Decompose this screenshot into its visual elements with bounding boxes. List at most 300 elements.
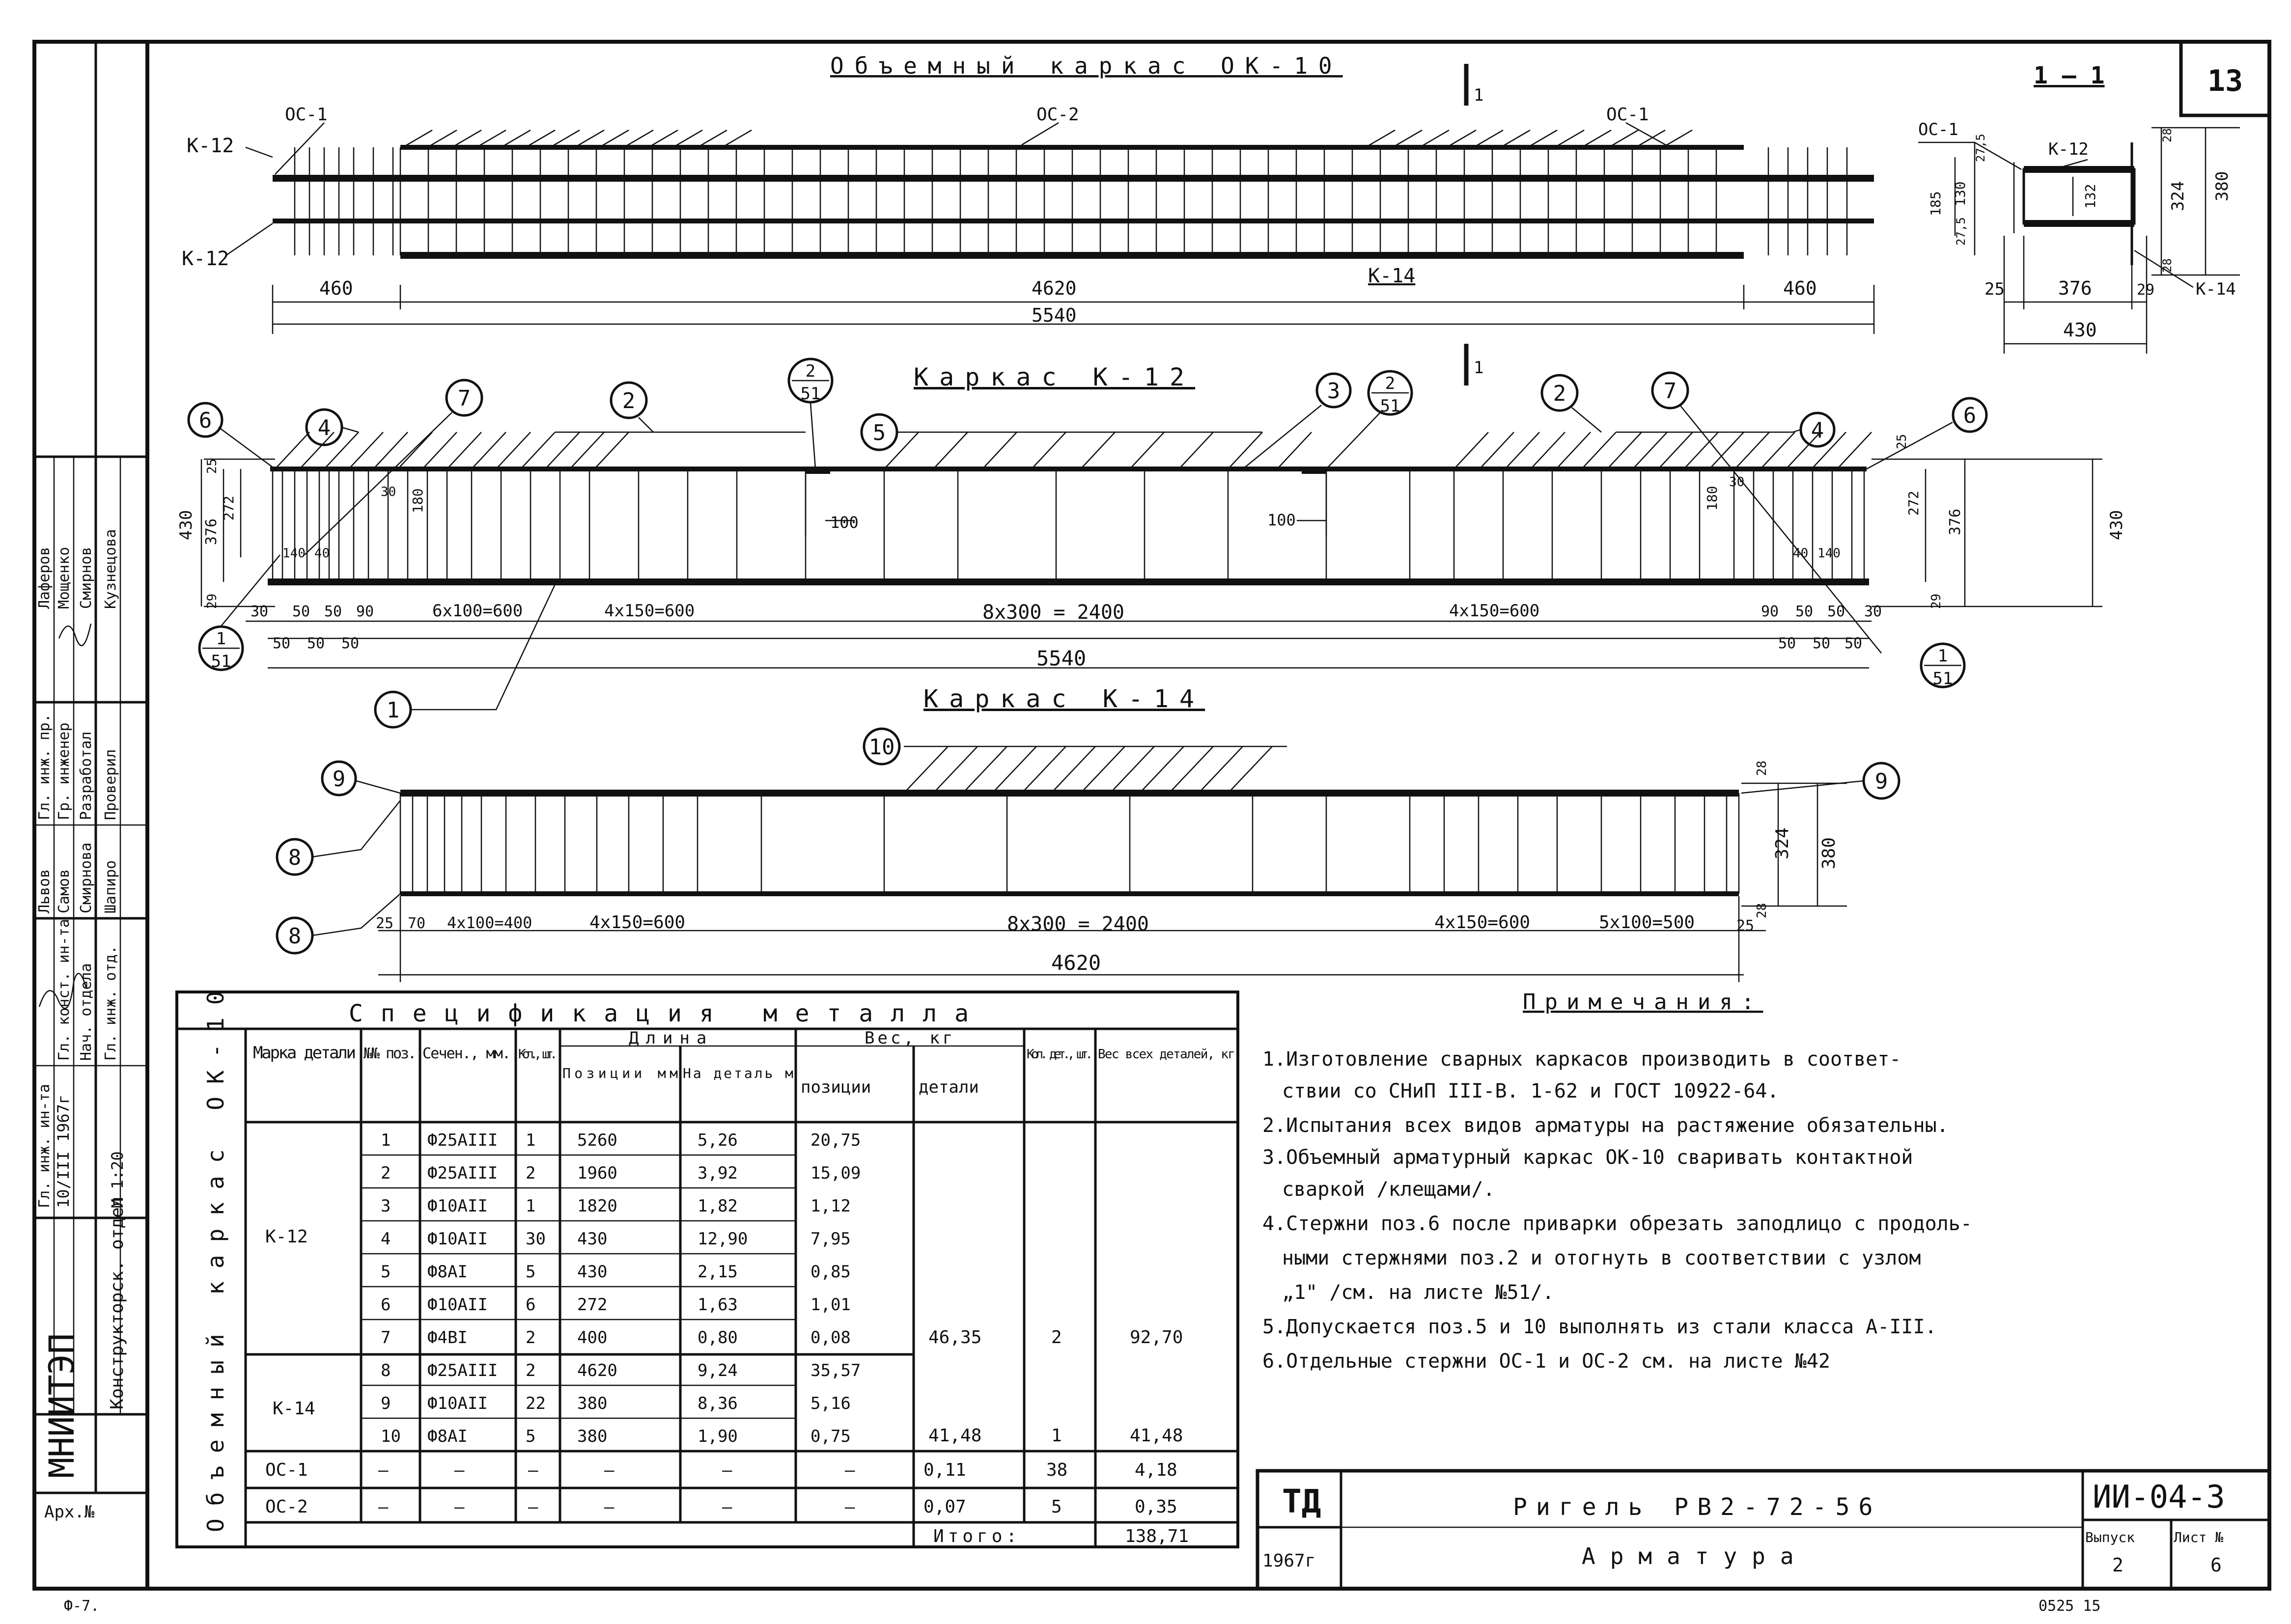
k14-hatch xyxy=(1140,746,1184,793)
spec-cell-section: Ф4ВI xyxy=(427,1328,468,1348)
k12-callout-detail-left-leader xyxy=(810,403,815,469)
tb-issue: 2 xyxy=(2112,1554,2123,1576)
spec-dash: — xyxy=(528,1460,538,1480)
spec-cell-section: Ф8АI xyxy=(427,1262,468,1282)
k12-w40r: 40 xyxy=(1793,546,1809,561)
k12-h25r: 25 xyxy=(1895,434,1909,449)
k12-node-right-top: 1 xyxy=(1937,646,1948,666)
k12-w140: 140 xyxy=(282,546,306,561)
k14-d25r: 25 xyxy=(1736,917,1755,935)
spec-cell-w_pos: 0,75 xyxy=(810,1427,851,1446)
stamp-name-1: Львов xyxy=(36,869,53,913)
spec-extra-1-total-w: 0,35 xyxy=(1135,1497,1177,1517)
k14-callout-9-left: 9 xyxy=(332,767,346,792)
ok10-os-hatch xyxy=(722,130,752,147)
spec-cell-len_det: 8,36 xyxy=(698,1394,738,1413)
spec-cell-qty: 5 xyxy=(526,1262,536,1282)
spec-cell-qty: 2 xyxy=(526,1163,536,1183)
k12-h180l: 180 xyxy=(410,488,426,513)
k12-hatch xyxy=(1454,432,1488,469)
spec-cell-len_det: 2,15 xyxy=(698,1262,738,1282)
k14-hatch xyxy=(992,746,1036,793)
k12-hatch xyxy=(884,432,919,469)
ok10-os-hatch xyxy=(599,130,629,147)
k12-h376r: 376 xyxy=(1947,508,1964,535)
spec-extra-0-total-w: 4,18 xyxy=(1135,1460,1177,1480)
k12-seg-l-2: 50 xyxy=(324,603,342,620)
spec-cell-pos: 4 xyxy=(381,1229,391,1249)
k12-callout-7-right: 7 xyxy=(1663,379,1677,404)
section-d27-5b: 27,5 xyxy=(1954,217,1968,246)
spec-table xyxy=(177,978,1238,1547)
spec-dash: — xyxy=(378,1460,389,1480)
section-k14: К-14 xyxy=(2196,279,2236,299)
k12-sub-l-0: 50 xyxy=(273,635,291,652)
k12-callout-3-leader xyxy=(1243,405,1321,469)
section-d380: 380 xyxy=(2212,171,2232,201)
tb-subtitle: Арматура xyxy=(1582,1543,1809,1569)
ok10-os-hatch xyxy=(550,130,580,147)
archive-no: Арх.№ xyxy=(44,1502,95,1522)
spec-h-mark: Марка детали xyxy=(253,1043,356,1063)
k12-callout-2-right: 2 xyxy=(1553,381,1566,406)
spec-cell-len_det: 1,82 xyxy=(698,1196,738,1216)
k14-d70: 70 xyxy=(408,915,426,932)
k12-seg-l-3: 90 xyxy=(356,603,374,620)
spec-cell-len_pos: 1820 xyxy=(577,1196,617,1216)
k12-sub-r-2: 50 xyxy=(1844,635,1863,652)
k14-callout-9-right: 9 xyxy=(1874,769,1888,794)
stamp-name-7: Смирнов xyxy=(78,547,95,609)
k12-hatch xyxy=(1531,432,1565,469)
k14-callout-10: 10 xyxy=(868,735,895,760)
spec-body xyxy=(265,1130,1189,1546)
tb-name: Ригель РВ2-72-56 xyxy=(1513,1493,1882,1521)
spec-cell-len_det: 9,24 xyxy=(698,1361,738,1380)
k12-hatch xyxy=(933,432,968,469)
k14-callout-9-left-leader xyxy=(356,781,400,793)
spec-group-0-mark: К-12 xyxy=(265,1227,308,1247)
k12-hatch xyxy=(1837,432,1872,469)
spec-side-label: Объемный каркас ОК-10 xyxy=(202,978,229,1532)
spec-group-1-total-w: 41,48 xyxy=(1130,1426,1183,1446)
spec-cell-pos: 8 xyxy=(381,1361,391,1380)
ok10-os-hatch xyxy=(1663,130,1692,147)
spec-dash: — xyxy=(604,1497,615,1517)
k12-seg-r-0: 4х150=600 xyxy=(1449,601,1540,621)
section-d28b: 28 xyxy=(2160,258,2174,273)
k12-h25l: 25 xyxy=(205,458,220,474)
notes xyxy=(1262,990,1972,1373)
tb-td: ТД xyxy=(1282,1483,1321,1520)
k12-seg-r-3: 50 xyxy=(1827,603,1845,620)
k12-h430l: 430 xyxy=(176,510,196,540)
note-line-1: ствии со СНиП III-В. 1-62 и ГОСТ 10922-64. xyxy=(1282,1080,1779,1102)
k12-sub-l-2: 50 xyxy=(341,635,360,652)
spec-dash: — xyxy=(528,1497,538,1517)
spec-extra-0-w-det: 0,11 xyxy=(923,1460,966,1480)
k14-hatch xyxy=(1169,746,1213,793)
spec-cell-len_det: 0,80 xyxy=(698,1328,738,1348)
section-title: 1 – 1 xyxy=(2034,62,2105,89)
notes-title: Примечания: xyxy=(1523,990,1763,1015)
spec-cell-qty: 6 xyxy=(526,1295,536,1315)
k12-hatch xyxy=(1760,432,1795,469)
ok10-os-hatch xyxy=(476,130,506,147)
k12-hatch xyxy=(1032,432,1066,469)
stamp-dept: Конструкторск. отдел xyxy=(107,1196,127,1409)
spec-dash: — xyxy=(722,1460,732,1480)
ok10-os2: ОС-2 xyxy=(1036,105,1079,125)
spec-cell-section: Ф10АII xyxy=(427,1295,488,1315)
spec-cell-qty: 5 xyxy=(526,1427,536,1446)
ok10-os-hatch xyxy=(501,130,531,147)
spec-cell-pos: 6 xyxy=(381,1295,391,1315)
k12-callout-2-left: 2 xyxy=(622,388,636,413)
spec-h-w-pos: позиции xyxy=(801,1077,871,1097)
k14-hatch xyxy=(1199,746,1243,793)
section-mark-bottom-label: 1 xyxy=(1474,358,1484,378)
spec-cell-pos: 9 xyxy=(381,1394,391,1413)
stamp-role-5: Гл. инж. пр. xyxy=(36,714,53,820)
k12-total: 5540 xyxy=(1036,646,1087,670)
section-d324: 324 xyxy=(2168,181,2188,211)
ok10-dim-middle: 4620 xyxy=(1032,277,1077,299)
k12-callout-1: 1 xyxy=(386,698,400,723)
k14-leaders xyxy=(904,746,1287,793)
k12-seg-l-0: 30 xyxy=(251,603,269,620)
ok10-k14: К-14 xyxy=(1368,265,1416,287)
k12-callout-7-left: 7 xyxy=(457,386,471,411)
spec-cell-w_pos: 20,75 xyxy=(810,1130,861,1150)
k12-sub-r-1: 50 xyxy=(1813,635,1831,652)
k12-h376l: 376 xyxy=(203,518,220,545)
ok10-os-hatch xyxy=(1501,130,1530,147)
spec-h-length: Длина xyxy=(629,1028,714,1048)
spec-group-1-mark: К-14 xyxy=(273,1399,315,1419)
stamp-role-1: Гл. инж. ин-та xyxy=(36,1084,53,1208)
note-line-8: 5.Допускается поз.5 и 10 выполнять из стали класса А-III. xyxy=(1262,1316,1937,1338)
spec-cell-qty: 1 xyxy=(526,1196,536,1216)
sheet-number: 13 xyxy=(2207,64,2243,98)
k12-callout-4-left-leader xyxy=(341,427,359,432)
spec-group-0-total-w: 92,70 xyxy=(1130,1327,1183,1348)
ok10-k12-top: К-12 xyxy=(187,135,234,157)
k12-callout-detail-right-bottom: 51 xyxy=(1380,396,1400,416)
section-mark-top-label: 1 xyxy=(1474,85,1484,105)
k12-hatch xyxy=(1228,432,1262,469)
k14-hatch xyxy=(1228,746,1272,793)
k14-hatch xyxy=(933,746,978,793)
stamp-role-4: Гл. инж. отд. xyxy=(102,945,119,1061)
ok10-k12-bottom: К-12 xyxy=(182,248,229,270)
section-k12-rect xyxy=(2024,169,2134,223)
spec-cell-pos: 1 xyxy=(381,1130,391,1150)
k12-l100: 100 xyxy=(830,513,859,532)
spec-dash: — xyxy=(722,1497,732,1517)
spec-title: Спецификация металла xyxy=(349,1000,986,1027)
spec-dash: — xyxy=(604,1460,615,1480)
stamp-org: МНИИТЭП xyxy=(42,1333,82,1478)
stamp-role-3: Нач. отдела xyxy=(78,963,95,1061)
k12-h29r: 29 xyxy=(1929,593,1944,609)
k12-callout-6-right: 6 xyxy=(1963,403,1977,428)
spec-cell-pos: 10 xyxy=(381,1427,401,1446)
k14-callout-8-bottom: 8 xyxy=(288,924,302,949)
ok10-os-hatch xyxy=(648,130,678,147)
spec-cell-qty: 1 xyxy=(526,1130,536,1150)
spec-h-total-w: Вес всех деталей, кг xyxy=(1098,1047,1235,1062)
k14-hatch xyxy=(1110,746,1154,793)
spec-dash: — xyxy=(454,1460,465,1480)
spec-dash: — xyxy=(845,1460,855,1480)
spec-cell-w_pos: 35,57 xyxy=(810,1361,861,1380)
spec-total-value: 138,71 xyxy=(1125,1526,1189,1546)
k12-hatch xyxy=(1607,432,1642,469)
k12-h180r: 180 xyxy=(1704,486,1720,511)
spec-cell-len_pos: 272 xyxy=(577,1295,608,1315)
spec-cell-w_pos: 1,12 xyxy=(810,1196,851,1216)
k14-d380: 380 xyxy=(1819,837,1839,869)
note-line-7: „1" /см. на листе №51/. xyxy=(1282,1281,1554,1304)
ok10-dim-left: 460 xyxy=(319,277,353,299)
spec-cell-len_pos: 430 xyxy=(577,1262,608,1282)
signature-scribble-2 xyxy=(59,624,91,646)
k14-callout-8-top-leader xyxy=(312,800,400,857)
spec-cell-len_pos: 4620 xyxy=(577,1361,617,1380)
ok10-os-hatch xyxy=(427,130,457,147)
ok10-os-hatch xyxy=(452,130,481,147)
stamp-role-8: Проверил xyxy=(102,749,119,820)
k12-callouts xyxy=(189,359,1986,727)
spec-cell-len_pos: 400 xyxy=(577,1328,608,1348)
k12-hatch xyxy=(1735,432,1769,469)
spec-cell-w_pos: 1,01 xyxy=(810,1295,851,1315)
k12-callout-2-left-leader xyxy=(639,417,653,432)
spec-cell-w_pos: 0,08 xyxy=(810,1328,851,1348)
spec-cell-qty: 2 xyxy=(526,1361,536,1380)
k14-stirrups xyxy=(400,793,1739,894)
k12-seg-r-4: 30 xyxy=(1864,603,1882,620)
spec-cell-section: Ф25АIII xyxy=(427,1361,498,1380)
section-d185: 185 xyxy=(1928,191,1944,216)
k14-seg1: 4х100=400 xyxy=(447,913,532,932)
section-os1: ОС-1 xyxy=(1918,120,1958,139)
stamp-name-4: Шапиро xyxy=(102,860,119,913)
spec-h-pos: №№ поз. xyxy=(363,1045,417,1062)
spec-cell-pos: 7 xyxy=(381,1328,391,1348)
note-line-0: 1.Изготовление сварных каркасов производить в соответ- xyxy=(1262,1048,1901,1071)
k12-hatch xyxy=(1081,432,1115,469)
left-stamp xyxy=(34,457,147,1522)
k12-h272l: 272 xyxy=(221,495,237,521)
k12-callout-6-left: 6 xyxy=(198,408,212,433)
k12-hatch xyxy=(1556,432,1591,469)
section-1-1 xyxy=(1918,62,2240,354)
k12-callout-4-right: 4 xyxy=(1811,418,1824,443)
k12-callout-6-left-leader xyxy=(219,427,275,469)
k12-sub-l-1: 50 xyxy=(307,635,325,652)
k12-stirrups xyxy=(273,469,1864,582)
spec-cell-pos: 5 xyxy=(381,1262,391,1282)
tb-issue-label: Выпуск xyxy=(2085,1529,2135,1545)
ok10-title: Объемный каркас ОК-10 xyxy=(830,53,1343,79)
k14-hatch xyxy=(1022,746,1066,793)
k12-h272r: 272 xyxy=(1905,491,1922,516)
section-d25: 25 xyxy=(1984,279,2005,299)
k12-node-right-bottom: 51 xyxy=(1932,669,1953,688)
ok10-dim-total: 5540 xyxy=(1032,304,1077,326)
ok10-os-hatch xyxy=(1528,130,1557,147)
k12-node-left-top: 1 xyxy=(216,629,226,649)
spec-cell-w_pos: 15,09 xyxy=(810,1163,861,1183)
ok10-os1-right: ОС-1 xyxy=(1606,105,1649,125)
spec-cell-w_pos: 5,16 xyxy=(810,1394,851,1413)
spec-cell-len_det: 1,90 xyxy=(698,1427,738,1446)
k12-hatch xyxy=(1480,432,1514,469)
ok10-os-hatch xyxy=(1609,130,1638,147)
k12-h29l: 29 xyxy=(205,593,220,609)
ok10-os-hatch xyxy=(526,130,555,147)
k12-seg-l-4: 6х100=600 xyxy=(432,601,523,621)
stamp-role-2: Гл. конст. ин-та xyxy=(56,919,73,1061)
k14-d324: 324 xyxy=(1772,827,1792,859)
spec-extra-1-w-det: 0,07 xyxy=(923,1497,966,1517)
spec-cell-section: Ф25АIII xyxy=(427,1130,498,1150)
note-line-9: 6.Отдельные стержни ОС-1 и ОС-2 см. на листе №42 xyxy=(1262,1350,1830,1373)
k14-d25l: 25 xyxy=(376,915,394,932)
k12-callout-detail-left-bottom: 51 xyxy=(800,384,821,404)
k12-callout-detail-right-leader xyxy=(1326,413,1380,469)
spec-cell-pos: 3 xyxy=(381,1196,391,1216)
k12-leaders xyxy=(275,432,1872,469)
k12-callout-7-right-leader xyxy=(1680,405,1881,653)
spec-cell-len_det: 5,26 xyxy=(698,1130,738,1150)
stamp-name-3: Смирнова xyxy=(78,842,95,913)
note-line-6: ными стержнями поз.2 и отогнуть в соответствии с узлом xyxy=(1282,1247,1921,1269)
k12-hatch xyxy=(1277,432,1312,469)
k12-view xyxy=(176,359,2126,727)
k14-d28a: 28 xyxy=(1755,760,1769,776)
ok10-os1-left: ОС-1 xyxy=(285,105,328,125)
k12-callout-detail-left-top: 2 xyxy=(805,361,816,381)
k12-h430r: 430 xyxy=(2107,510,2126,540)
spec-h-len-pos: Позиции мм xyxy=(562,1065,678,1081)
tb-sheet-label: Лист № xyxy=(2174,1529,2224,1545)
section-d29: 29 xyxy=(2137,281,2155,299)
spec-cell-w_pos: 7,95 xyxy=(810,1229,851,1249)
section-d376: 376 xyxy=(2058,277,2092,299)
k12-seg-l-5: 4х150=600 xyxy=(604,601,695,621)
k12-h30l: 30 xyxy=(381,485,396,499)
k12-node-left-bottom: 51 xyxy=(211,652,231,671)
tb-year: 1967г xyxy=(1262,1551,1316,1571)
spec-cell-section: Ф10АII xyxy=(427,1394,488,1413)
note-line-3: 3.Объемный арматурный каркас ОК-10 сваривать контактной xyxy=(1262,1146,1913,1169)
spec-group-0-det-qty: 2 xyxy=(1051,1327,1062,1348)
k14-hatch xyxy=(1051,746,1095,793)
spec-cell-len_det: 12,90 xyxy=(698,1229,748,1249)
section-k12: К-12 xyxy=(2048,139,2089,159)
spec-h-w-det: детали xyxy=(919,1077,979,1097)
k12-callout-4-right-leader xyxy=(1793,430,1800,432)
spec-dash: — xyxy=(378,1497,389,1517)
k12-callout-4-left: 4 xyxy=(317,415,331,440)
k12-seg-l-1: 50 xyxy=(292,603,310,620)
spec-cell-len_pos: 430 xyxy=(577,1229,608,1249)
title-block xyxy=(1257,1471,2269,1589)
k12-callout-5: 5 xyxy=(872,420,886,445)
k12-callout-6-right-leader xyxy=(1867,422,1953,469)
k12-w140r: 140 xyxy=(1817,546,1841,561)
k12-seg-r-1: 90 xyxy=(1761,603,1779,620)
k12-h30r: 30 xyxy=(1729,475,1745,490)
stamp-name-5: Лаферов xyxy=(36,547,53,609)
note-line-2: 2.Испытания всех видов арматуры на растяжение обязательны. xyxy=(1262,1114,1949,1137)
k12-hatch xyxy=(1505,432,1539,469)
spec-cell-len_pos: 380 xyxy=(577,1427,608,1446)
stamp-name-2: Самов xyxy=(56,869,73,913)
tb-sheet: 6 xyxy=(2210,1554,2222,1576)
spec-cell-section: Ф8АI xyxy=(427,1427,468,1446)
ok10-os-hatch xyxy=(1474,130,1503,147)
k12-w40l: 40 xyxy=(314,546,330,561)
k14-callout-8-top: 8 xyxy=(288,845,302,870)
corner-note: Ф-7. xyxy=(64,1597,100,1615)
ok10-os-hatch xyxy=(403,130,432,147)
ok10-os-hatch xyxy=(1582,130,1611,147)
spec-cell-qty: 22 xyxy=(526,1394,546,1413)
tb-code: ИИ-04-3 xyxy=(2093,1479,2225,1515)
k12-callout-detail-right-top: 2 xyxy=(1385,374,1396,393)
ok10-os-hatch xyxy=(575,130,604,147)
stamp-role-7: Разработал xyxy=(78,731,95,820)
k12-hatch xyxy=(1684,432,1718,469)
spec-cell-qty: 2 xyxy=(526,1328,536,1348)
section-d132: 132 xyxy=(2082,184,2098,209)
section-d130: 130 xyxy=(1952,181,1968,206)
ok10-os-hatch xyxy=(1393,130,1422,147)
k12-hatch xyxy=(1658,432,1693,469)
k14-hatch xyxy=(1081,746,1125,793)
ok10-os-hatch xyxy=(1420,130,1449,147)
k14-title: Каркас К-14 xyxy=(923,685,1205,713)
spec-group-1-det-qty: 1 xyxy=(1051,1426,1062,1446)
spec-h-qty: Кол., шт. xyxy=(518,1047,558,1062)
k12-seg-r-2: 50 xyxy=(1795,603,1814,620)
k14-d28b: 28 xyxy=(1755,903,1769,918)
spec-h-weight: Вес, кг xyxy=(865,1028,956,1048)
k14-hatch xyxy=(904,746,948,793)
note-line-5: 4.Стержни поз.6 после приварки обрезать заподлицо с продоль- xyxy=(1262,1212,1972,1235)
k12-hatch xyxy=(1179,432,1213,469)
spec-h-section: Сечен., мм. xyxy=(422,1045,511,1062)
spec-cell-len_pos: 380 xyxy=(577,1394,608,1413)
spec-cell-len_det: 3,92 xyxy=(698,1163,738,1183)
spec-cell-section: Ф10АII xyxy=(427,1196,488,1216)
k12-title: Каркас К-12 xyxy=(914,363,1196,391)
spec-h-det-qty: Кол. дет., шт. xyxy=(1027,1047,1093,1062)
stamp-name-8: Кузнецова xyxy=(102,529,119,609)
stamp-name-6: Мощенко xyxy=(56,547,73,609)
spec-cell-qty: 30 xyxy=(526,1229,546,1249)
k14-total: 4620 xyxy=(1051,951,1101,975)
spec-h-len-det: На деталь м xyxy=(683,1065,793,1081)
k12-hatch xyxy=(1130,432,1164,469)
stamp-date: 10/III 1967г xyxy=(54,1094,73,1208)
spec-cell-pos: 2 xyxy=(381,1163,391,1183)
spec-cell-len_pos: 1960 xyxy=(577,1163,617,1183)
